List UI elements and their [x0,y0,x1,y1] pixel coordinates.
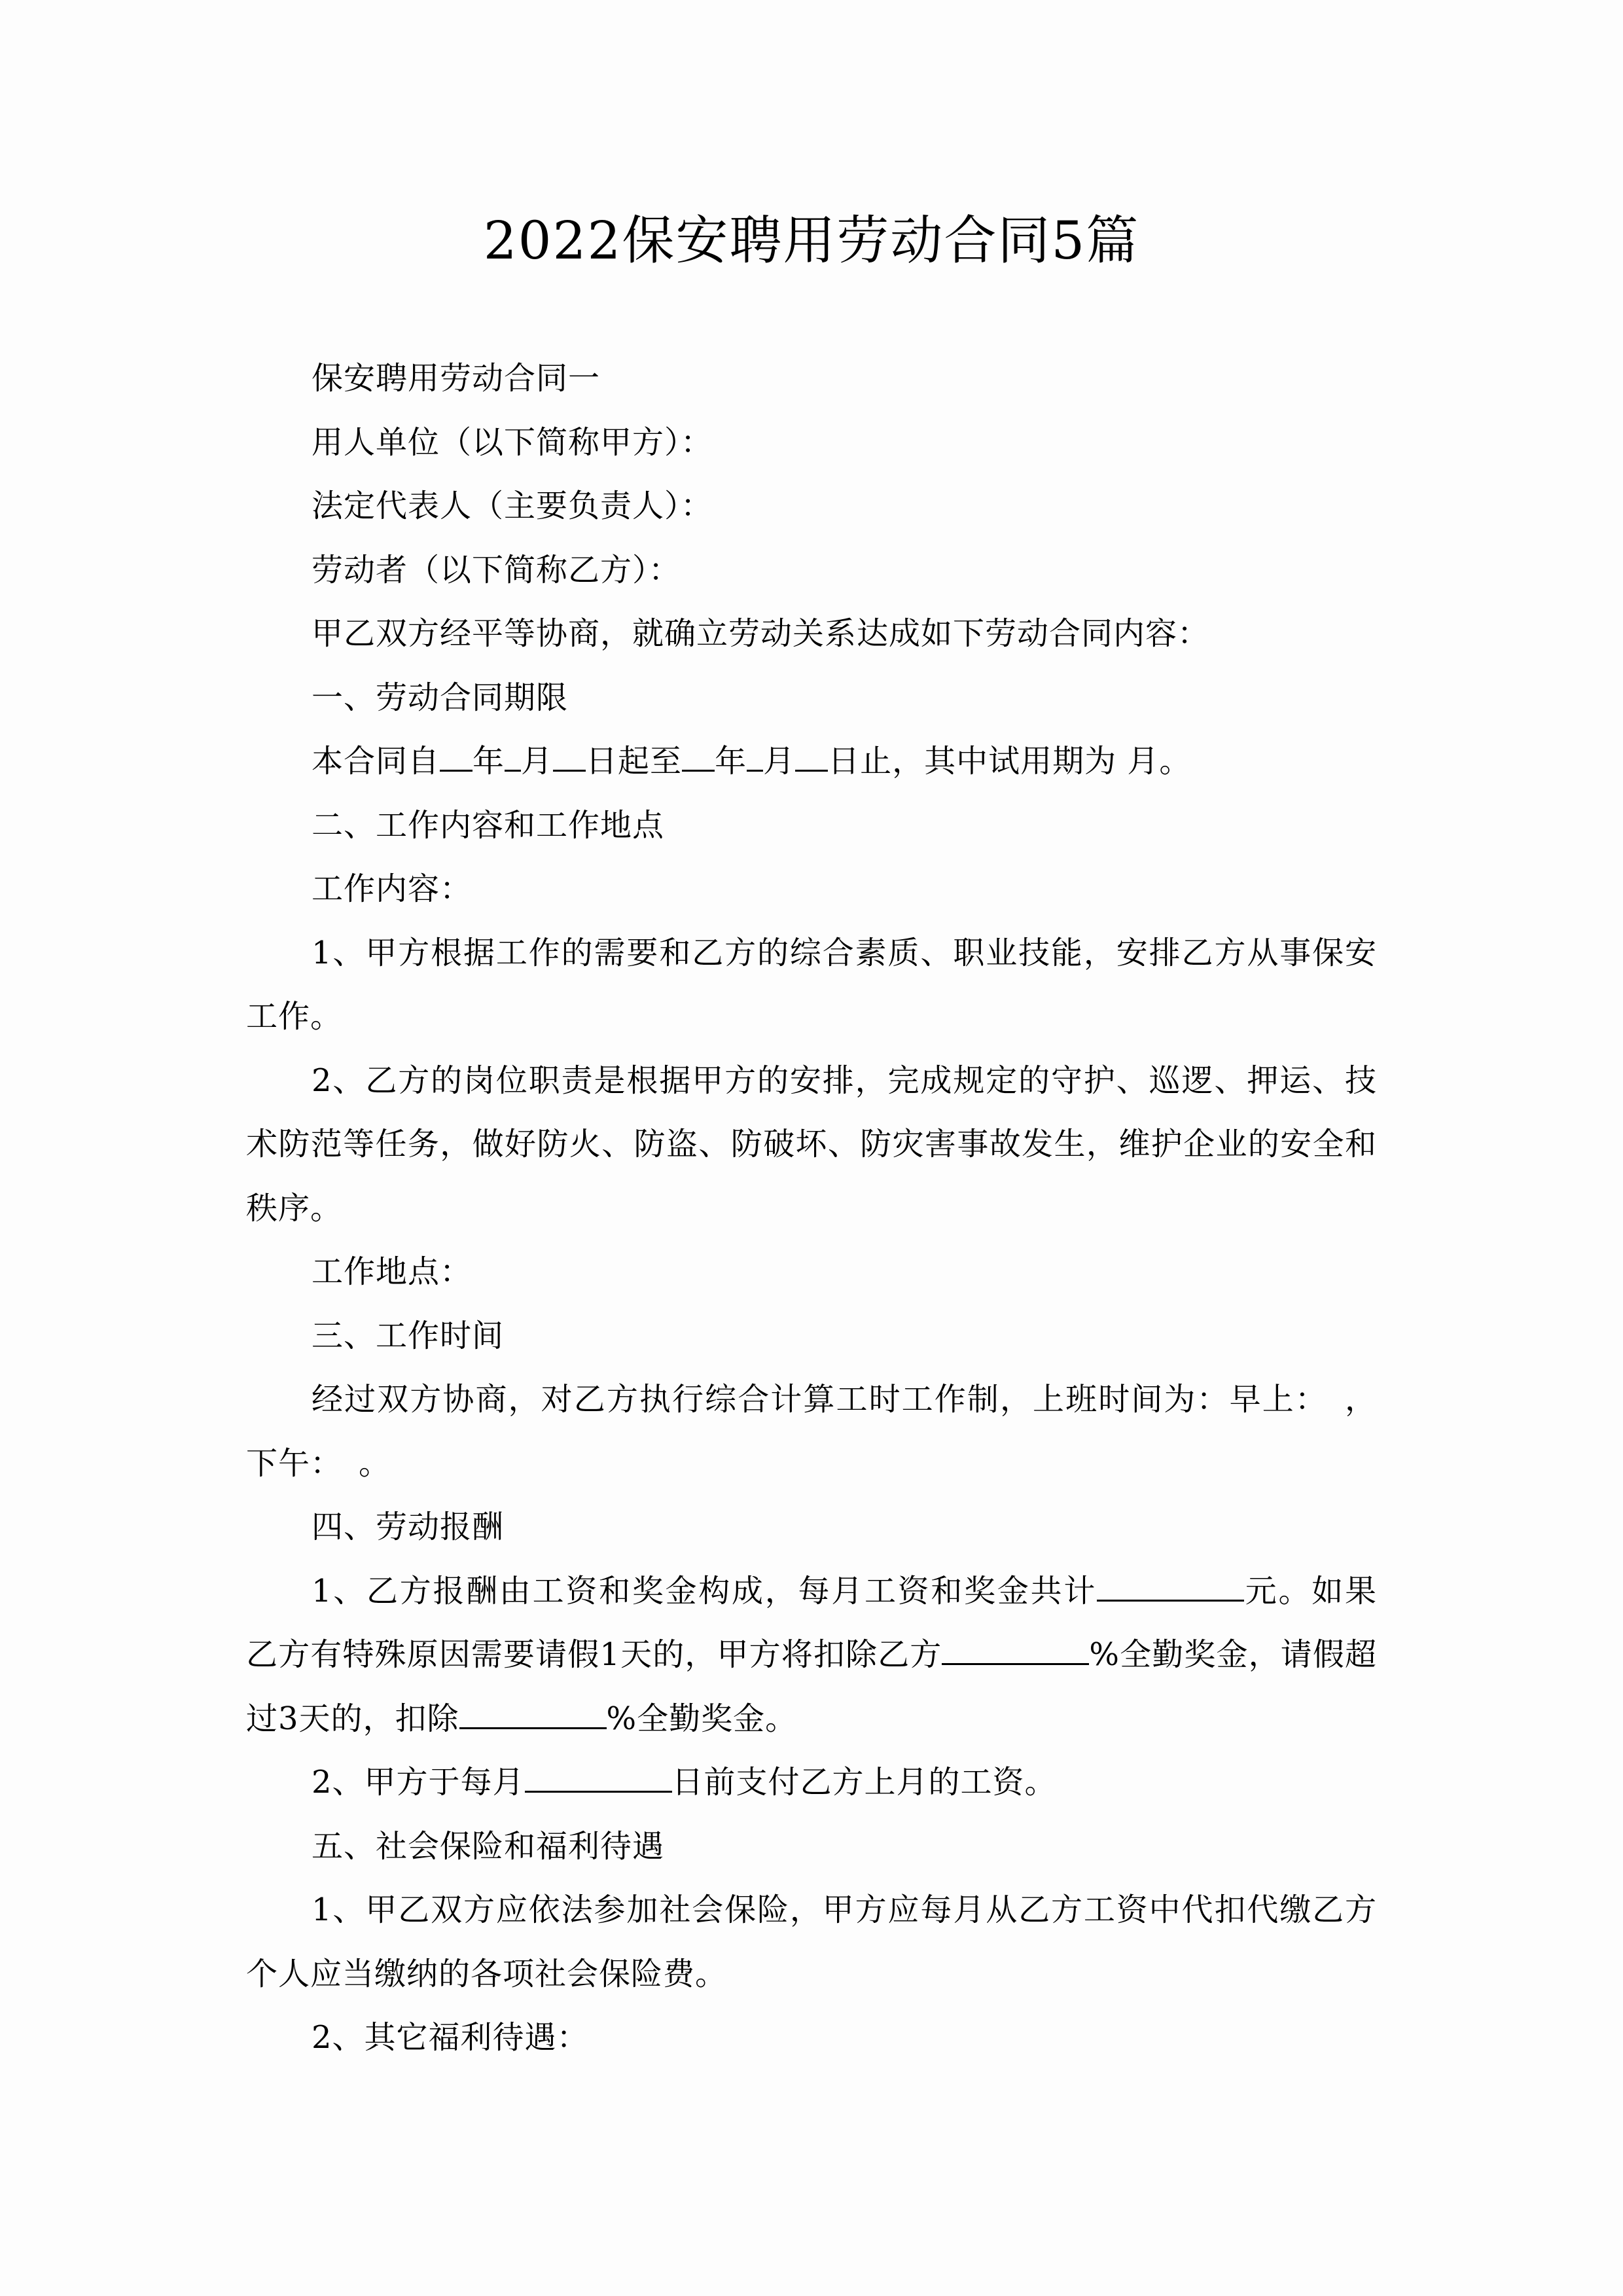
work-content-label: 工作内容： [312,870,473,907]
document-body [246,347,1377,2070]
contract-subtitle: 保安聘用劳动合同一 [312,360,601,397]
work-content-item-1: 1、甲方根据工作的需要和乙方的综合素质、职业技能，安排乙方从事保安工作。 [246,934,1377,1035]
start-month-blank[interactable] [505,744,521,772]
clause-text: 本合同自 [312,743,440,780]
employee-field-label: 劳动者（以下简称乙方）： [312,551,681,588]
end-month-blank[interactable] [747,744,763,772]
clause-text: %全勤奖金。 [606,1700,798,1737]
clause-text: 日止，其中试用期为 月。 [828,743,1192,780]
clause-text: 日前支付乙方上月的工资。 [671,1764,1057,1801]
section-heading-work-content-location: 二、工作内容和工作地点 [312,806,665,844]
start-year-blank[interactable] [440,744,473,772]
section-heading-social-insurance: 五、社会保险和福利待遇 [312,1827,665,1865]
employer-field-label: 用人单位（以下简称甲方）： [312,423,713,461]
section-heading-remuneration: 四、劳动报酬 [312,1509,505,1545]
clause-text: 日起至 [586,743,683,780]
legal-representative-field-label: 法定代表人（主要负责人）： [312,488,713,524]
section-heading-contract-term: 一、劳动合同期限 [312,679,569,716]
work-location-label: 工作地点： [312,1253,473,1290]
social-insurance-clause-1: 1、甲乙双方应依法参加社会保险，甲方应每月从乙方工资中代扣代缴乙方个人应当缴纳的各项社会保险费。 [246,1892,1377,1992]
monthly-total-blank[interactable] [1097,1573,1244,1602]
agreement-intro: 甲乙双方经平等协商，就确立劳动关系达成如下劳动合同内容： [312,615,1210,652]
clause-text: 1、乙方报酬由工资和奖金构成，每月工资和奖金共计 [312,1572,1097,1609]
one-day-deduction-blank[interactable] [942,1637,1089,1665]
clause-text: 月 [521,743,554,780]
end-year-blank[interactable] [682,744,715,772]
remuneration-clause-2 [246,1751,1377,1815]
remuneration-clause-1 [246,1560,1377,1751]
start-day-blank[interactable] [553,744,586,772]
other-benefits-label: 2、其它福利待遇： [312,2019,589,2056]
document-title: 2022保安聘用劳动合同5篇 [483,210,1140,271]
contract-term-clause [246,730,1377,794]
section-heading-working-hours: 三、工作时间 [312,1317,505,1354]
clause-text: 年 [473,743,505,780]
working-hours-clause: 经过双方协商，对乙方执行综合计算工时工作制，上班时间为：早上： ，下午： 。 [246,1381,1377,1482]
clause-text: 月 [763,743,796,780]
pay-day-blank[interactable] [525,1765,672,1793]
clause-text: 元。如果乙方有特殊原因需要请假1天的，甲方将扣除乙方 [246,1572,1377,1673]
three-day-deduction-blank[interactable] [459,1701,607,1729]
clause-text: 2、甲方于每月 [312,1764,525,1801]
clause-text: %全勤奖金，请假超过3天的，扣除 [246,1636,1377,1737]
clause-text: 年 [715,743,747,780]
end-day-blank[interactable] [795,744,828,772]
work-content-item-2: 2、乙方的岗位职责是根据甲方的安排，完成规定的守护、巡逻、押运、技术防范等任务，做好防火、防盗、防破坏、防灾害事故发生，维护企业的安全和秩序。 [246,1062,1377,1227]
